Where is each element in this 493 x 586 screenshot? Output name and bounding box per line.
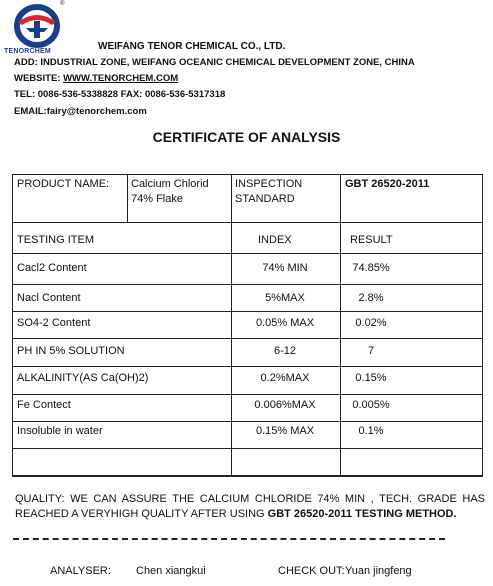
company-email: EMAIL:fairy@tenorchem.com (14, 106, 147, 117)
company-name: WEIFANG TENOR CHEMICAL CO., LTD. (98, 41, 286, 52)
website-link[interactable]: WWW.TENORCHEM.COM (63, 73, 179, 84)
table-vline-4 (482, 174, 483, 476)
row-5-result-value: 0.15% (355, 372, 387, 384)
website-label: WEBSITE: (14, 73, 64, 84)
row-6-testing-item: Fe Contect (17, 399, 71, 411)
table-hline-10 (12, 475, 483, 476)
table-hline-2 (12, 253, 483, 254)
row-1-testing-item: Cacl2 Content (17, 262, 87, 274)
company-website (14, 73, 178, 84)
company-phone-fax: TEL: 0086-536-5338828 FAX: 0086-536-5317318 (14, 89, 226, 100)
header-index: INDEX (258, 234, 292, 246)
table-hline-5 (12, 338, 483, 339)
row-1-index-value: 74% MIN (262, 262, 308, 274)
table-hline-1 (12, 222, 483, 223)
row-4-result-value: 7 (367, 345, 375, 357)
row-4-index-value: 6-12 (273, 345, 297, 357)
quality-method: GBT 26520-2011 TESTING METHOD. (267, 508, 457, 520)
row-5-testing-item: ALKALINITY(AS Ca(OH)2) (17, 372, 149, 384)
analyser-name: Chen xiangkui (136, 565, 206, 577)
row-3-result-value: 0.02% (355, 317, 387, 329)
row-4-testing-item: PH IN 5% SOLUTION (17, 345, 125, 357)
table-vline-1 (127, 174, 128, 222)
registered-mark: ® (60, 1, 65, 7)
dashed-divider (13, 538, 445, 540)
table-hline-7 (12, 394, 483, 395)
row-6-index-value: 0.006%MAX (254, 399, 316, 411)
row-1-result-value: 74.85% (352, 262, 390, 274)
row-2-index-value: 5%MAX (265, 292, 305, 304)
table-hline-3 (12, 284, 483, 285)
table-hline-4 (12, 311, 483, 312)
table-vline-0 (12, 174, 13, 476)
table-hline-6 (12, 366, 483, 367)
row-3-index-value: 0.05% MAX (255, 317, 315, 329)
row-3-testing-item: SO4-2 Content (17, 317, 91, 329)
quality-statement (15, 492, 485, 522)
document-title: CERTIFICATE OF ANALYSIS (152, 129, 341, 145)
product-name-label: PRODUCT NAME: (17, 178, 110, 190)
logo-brand-text: TENORCHEM (4, 48, 51, 55)
table-hline-0 (12, 174, 483, 175)
product-name-line1: Calcium Chlorid (131, 178, 209, 190)
standard-label-line1: INSPECTION (235, 178, 303, 190)
header-testing-item: TESTING ITEM (17, 234, 94, 246)
checkout-name: Yuan jingfeng (345, 565, 412, 577)
row-7-index-value: 0.15% MAX (255, 425, 315, 437)
row-2-testing-item: Nacl Content (17, 292, 81, 304)
row-2-result-value: 2.8% (358, 292, 384, 304)
tenorchem-logo (8, 4, 66, 48)
row-5-index-value: 0.2%MAX (260, 372, 310, 384)
row-7-testing-item: Insoluble in water (17, 425, 103, 437)
row-7-result-value: 0.1% (358, 425, 384, 437)
table-hline-8 (12, 421, 483, 422)
row-6-result-value: 0.005% (352, 399, 390, 411)
table-hline-9 (12, 448, 483, 449)
company-address: ADD: INDUSTRIAL ZONE, WEIFANG OCEANIC CHEMICAL DEVELOPMENT ZONE, CHINA (14, 57, 415, 68)
product-name-line2: 74% Flake (131, 193, 183, 205)
standard-value: GBT 26520-2011 (345, 178, 430, 190)
standard-label-line2: STANDARD (235, 193, 295, 205)
checkout-label: CHECK OUT: (278, 565, 345, 577)
analyser-label: ANALYSER: (50, 565, 111, 577)
header-result: RESULT (350, 234, 393, 246)
quality-text: QUALITY: WE CAN ASSURE THE CALCIUM CHLORIDE 74% MIN , TECH. GRADE HAS REACHED A VERYHIGH QUALITY AFTER USING (15, 493, 485, 520)
